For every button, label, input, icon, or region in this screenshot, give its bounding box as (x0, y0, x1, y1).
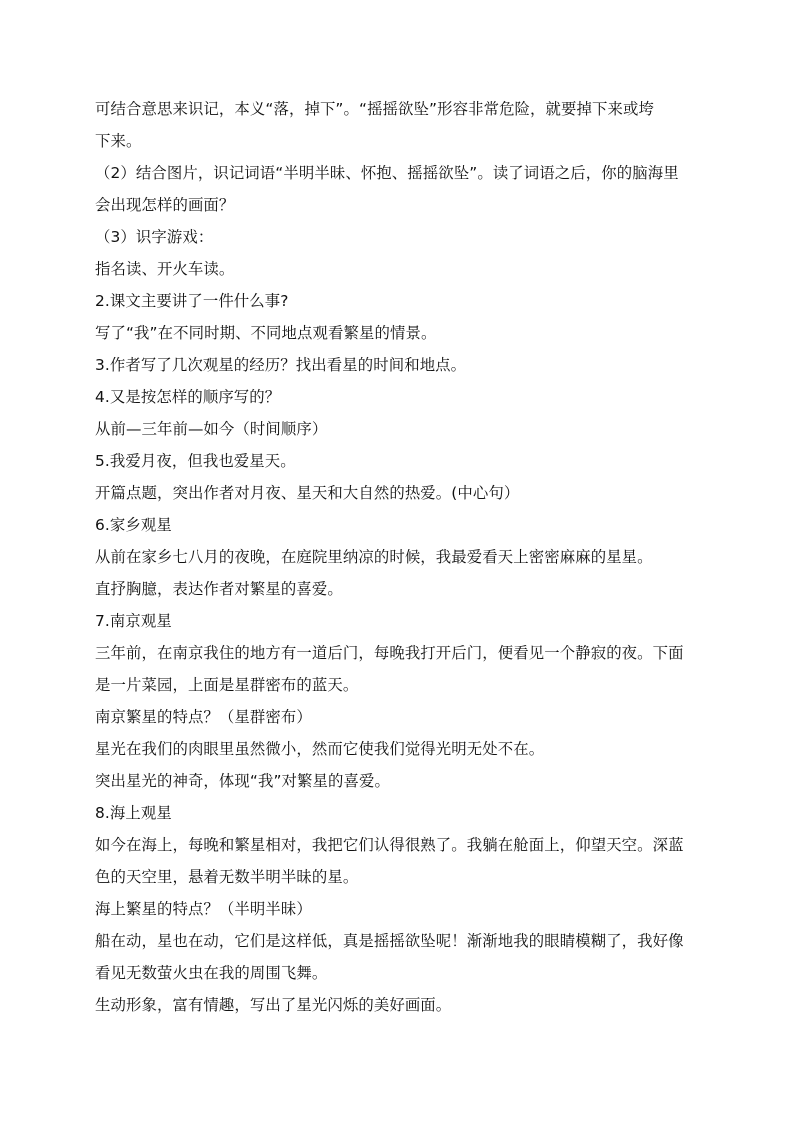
text-line-22: 突出星光的神奇，体现“我”对繁星的喜爱。 (95, 772, 390, 790)
section-hometown-stargazing: 6.家乡观星 (95, 516, 172, 534)
text-line-29: 生动形象，富有情趣，写出了星光闪烁的美好画面。 (95, 996, 452, 1014)
question-3: 3.作者写了几次观星的经历？找出看星的时间和地点。 (95, 356, 467, 374)
text-line-5: （3）识字游戏： (95, 228, 214, 246)
text-line-24: 如今在海上，每晚和繁星相对，我把它们认得很熟了。我躺在舱面上，仰望天空。深蓝 (95, 836, 684, 854)
text-line-16: 直抒胸臆，表达作者对繁星的喜爱。 (95, 580, 343, 598)
text-line-20: 南京繁星的特点？（星群密布） (95, 708, 312, 726)
text-line-28: 看见无数萤火虫在我的周围飞舞。 (95, 964, 328, 982)
text-line-8: 写了“我”在不同时期、不同地点观看繁星的情景。 (95, 324, 437, 342)
section-sea-stargazing: 8.海上观星 (95, 804, 172, 822)
text-line-15: 从前在家乡七八月的夜晚，在庭院里纳凉的时候，我最爱看天上密密麻麻的星星。 (95, 548, 653, 566)
document-body (95, 93, 705, 1021)
text-line-6: 指名读、开火车读。 (95, 260, 235, 278)
text-line-3: （2）结合图片，识记词语“半明半昧、怀抱、摇摇欲坠”。读了词语之后，你的脑海里 (95, 164, 679, 182)
section-nanjing-stargazing: 7.南京观星 (95, 612, 172, 630)
text-line-4: 会出现怎样的画面？ (95, 196, 235, 214)
text-line-21: 星光在我们的肉眼里虽然微小，然而它使我们觉得光明无处不在。 (95, 740, 545, 758)
text-line-19: 是一片菜园，上面是星群密布的蓝天。 (95, 676, 359, 694)
text-line-11: 从前—三年前—如今（时间顺序） (95, 420, 328, 438)
text-line-25: 色的天空里，悬着无数半明半昧的星。 (95, 868, 359, 886)
item-5: 5.我爱月夜，但我也爱星天。 (95, 452, 296, 470)
text-line-1: 可结合意思来识记，本义“落，掉下”。“摇摇欲坠”形容非常危险，就要掉下来或垮 (95, 100, 654, 118)
text-line-18: 三年前，在南京我住的地方有一道后门，每晚我打开后门，便看见一个静寂的夜。下面 (95, 644, 684, 662)
question-2: 2.课文主要讲了一件什么事? (95, 292, 289, 310)
text-line-2: 下来。 (95, 132, 142, 150)
question-4: 4.又是按怎样的顺序写的？ (95, 388, 281, 406)
text-line-27: 船在动，星也在动，它们是这样低，真是摇摇欲坠呢！渐渐地我的眼睛模糊了，我好像 (95, 932, 684, 950)
text-line-26: 海上繁星的特点？（半明半昧） (95, 900, 312, 918)
text-line-13: 开篇点题，突出作者对月夜、星天和大自然的热爱。(中心句） (95, 484, 520, 502)
